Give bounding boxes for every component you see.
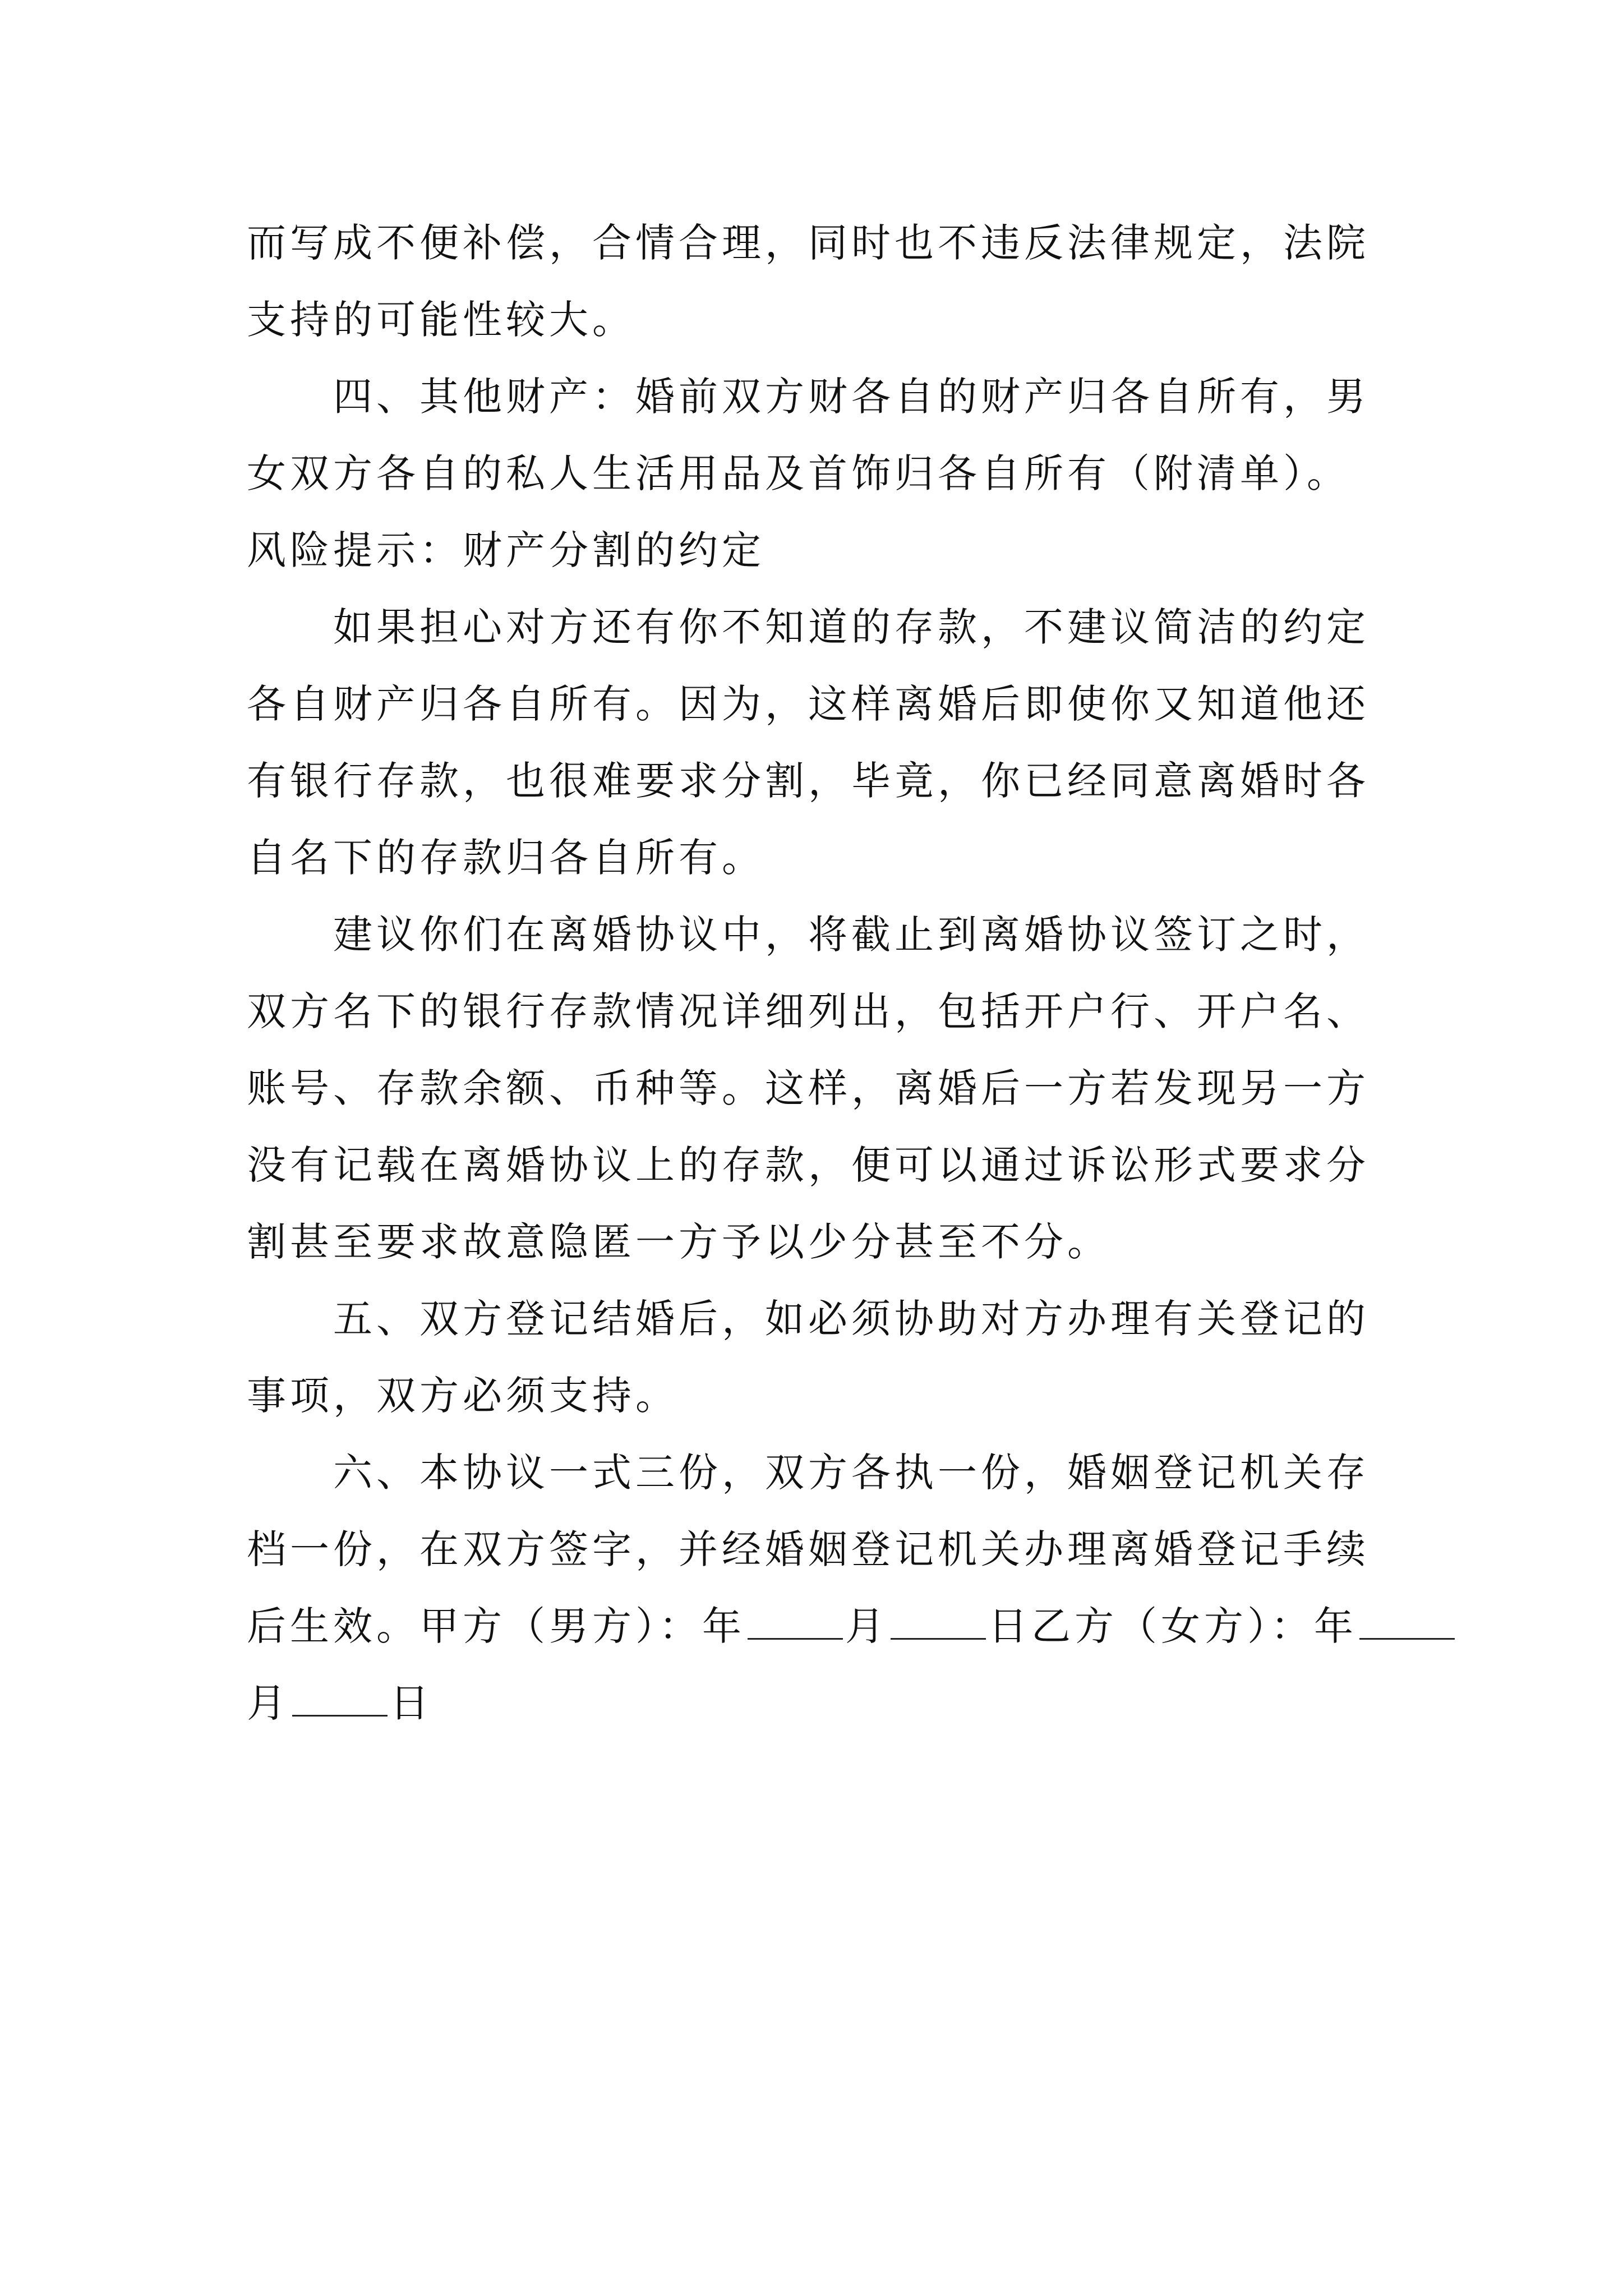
signature-text-3: 日乙方（女方）：年 <box>988 1603 1357 1649</box>
final-text-1: 月 <box>247 1680 290 1726</box>
final-text-2: 日 <box>390 1680 433 1726</box>
section-four-line-1: 四、其他财产：婚前双方财各自的财产归各自所有，男 <box>333 374 1370 420</box>
risk-paragraph-1-line-3: 有银行存款，也很难要求分割，毕竟，你已经同意离婚时各 <box>247 758 1370 804</box>
risk-paragraph-2-line-2: 双方名下的银行存款情况详细列出，包括开户行、开户名、 <box>247 988 1370 1034</box>
final-date-line <box>247 1665 1391 1742</box>
risk-tip-heading: 风险提示：财产分割的约定 <box>247 527 765 573</box>
signature-line <box>247 1588 1391 1665</box>
risk-paragraph-2-line-3: 账号、存款余额、币种等。这样，离婚后一方若发现另一方 <box>247 1065 1370 1111</box>
body-line-1: 而写成不便补偿，合情合理，同时也不违反法律规定，法院 <box>247 220 1370 266</box>
body-line-2: 支持的可能性较大。 <box>247 297 635 343</box>
section-five-line-2: 事项，双方必须支持。 <box>247 1373 679 1419</box>
section-five-line-1: 五、双方登记结婚后，如必须协助对方办理有关登记的 <box>333 1296 1370 1342</box>
section-six-line-2: 档一份，在双方签字，并经婚姻登记机关办理离婚登记手续 <box>247 1526 1370 1572</box>
signature-text-1: 后生效。甲方（男方）：年 <box>247 1603 745 1649</box>
risk-paragraph-2-line-1: 建议你们在离婚协议中，将截止到离婚协议签订之时， <box>333 912 1370 958</box>
risk-paragraph-1-line-1: 如果担心对方还有你不知道的存款，不建议简洁的约定 <box>333 604 1370 650</box>
risk-paragraph-2-line-5: 割甚至要求故意隐匿一方予以少分甚至不分。 <box>247 1219 1110 1265</box>
document-body <box>247 205 1391 1742</box>
day-blank-party-a <box>891 1636 986 1640</box>
day-blank-party-b <box>292 1713 388 1717</box>
risk-paragraph-2-line-4: 没有记载在离婚协议上的存款，便可以通过诉讼形式要求分 <box>247 1142 1370 1188</box>
risk-paragraph-1-line-2: 各自财产归各自所有。因为，这样离婚后即使你又知道他还 <box>247 681 1370 727</box>
month-blank-party-b <box>1359 1636 1455 1640</box>
section-four-line-2: 女双方各自的私人生活用品及首饰归各自所有（附清单）。 <box>247 450 1350 496</box>
section-six-line-1: 六、本协议一式三份，双方各执一份，婚姻登记机关存 <box>333 1450 1370 1496</box>
risk-paragraph-1-line-4: 自名下的存款归各自所有。 <box>247 835 765 881</box>
month-blank-party-a <box>748 1636 843 1640</box>
signature-text-2: 月 <box>845 1603 888 1649</box>
